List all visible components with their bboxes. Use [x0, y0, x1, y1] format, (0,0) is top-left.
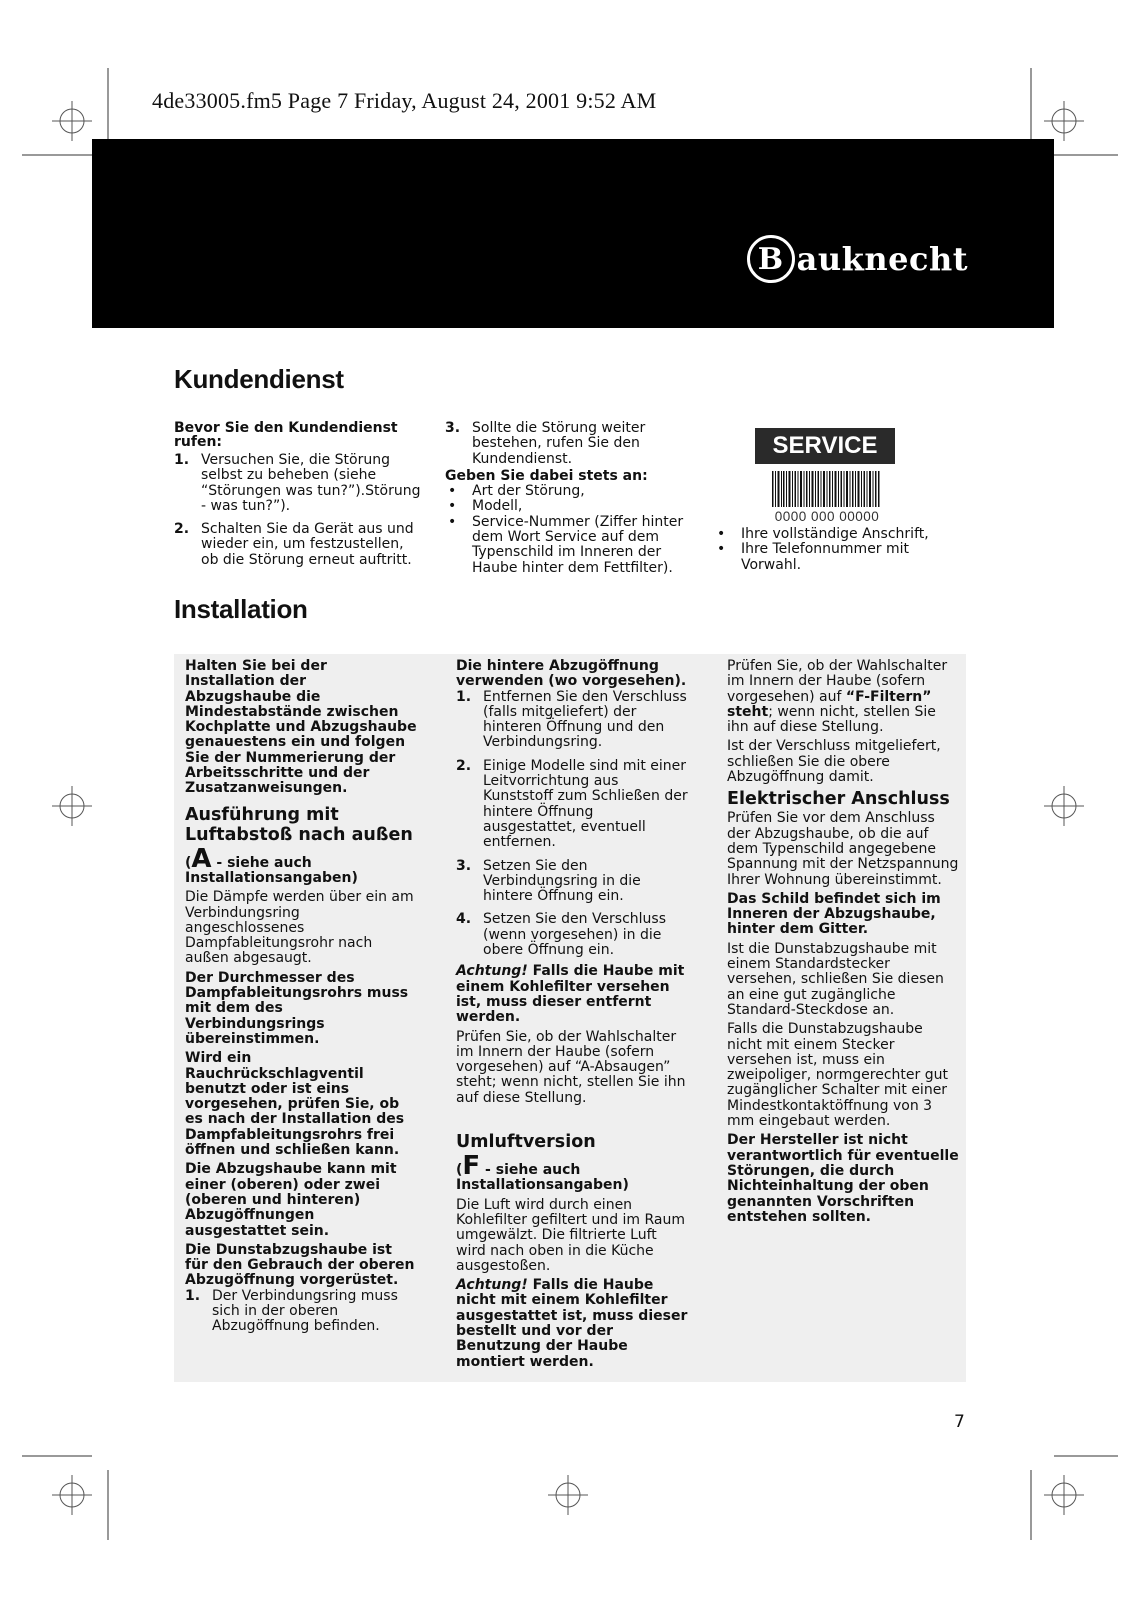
- list-item: 1. Versuchen Sie, die Störung selbst zu beheben (siehe “Störungen was tun?”).Störung - was tun?”).: [174, 452, 421, 514]
- list-item: 2. Einige Modelle sind mit einer Leitvorrichtung aus Kunststoff zum Schließen der hintere Öffnung ausgestattet, eventuell entfernen.: [456, 757, 688, 851]
- kundendienst-title: Kundendienst: [174, 364, 344, 394]
- list-item: 1. Der Verbindungsring muss sich in der oberen Abzugöffnung befinden.: [185, 1287, 398, 1335]
- kd-step-3: [445, 421, 685, 467]
- achtung-note-1: Achtung! Falls die Haube mit einem Kohlefilter versehen ist, muss dieser entfernt werden.: [456, 963, 685, 1026]
- list-item: • Service-Nummer (Ziffer hinter dem Wort Service auf dem Typenschild im Inneren der Haube hinter dem Fettfilter).: [445, 515, 685, 576]
- luft-note-1: Der Durchmesser des Dampfableitungsrohrs muss mit dem des Verbindungsrings übereinstimmen.: [185, 969, 409, 1047]
- list-item: 3. Setzen Sie den Verbindungsring in die hintere Öffnung ein.: [456, 857, 641, 905]
- installation-title: Installation: [174, 594, 308, 624]
- page-number: 7: [954, 1412, 965, 1432]
- elektro-note-1: Das Schild befindet sich im Inneren der Abzugshaube, hinter dem Gitter.: [727, 890, 941, 938]
- bauknecht-logo: [747, 235, 968, 283]
- wahlschalter-text: Prüfen Sie, ob der Wahlschalter im Innern der Haube (sofern vorgesehen) auf “A-Absaugen” steht; wenn nicht, stellen Sie ihn auf diese Stellung.: [456, 1028, 686, 1106]
- elektro-text-1: Prüfen Sie vor dem Anschluss der Abzugshaube, ob die auf dem Typenschild angegebene Spannung mit der Netzspannung Ihrer Wohnung übereinstimmt.: [727, 810, 959, 888]
- luft-note-4: Die Dunstabzugshaube ist für den Gebrauch der oberen Abzugöffnung vorgerüstet.: [185, 1241, 415, 1289]
- kd-info-list: [445, 484, 685, 576]
- list-item: • Art der Störung,: [445, 484, 685, 499]
- list-item: 4. Setzen Sie den Verschluss (wenn vorgesehen) in die obere Öffnung ein.: [456, 911, 667, 959]
- installation-col-1: [185, 659, 417, 1343]
- rear-opening-steps: [456, 690, 688, 959]
- section-heading-luftabstoss: Ausführung mit Luftabstoß nach außen: [185, 804, 413, 845]
- elektro-note-2: Der Hersteller ist nicht verantwortlich für eventuelle Störungen, die durch Nichteinhaltung der oben genannten Vorschriften entstehen sollten.: [727, 1132, 959, 1225]
- print-header: 4de33005.fm5 Page 7 Friday, August 24, 2001 9:52 AM: [152, 88, 657, 113]
- list-item: • Modell,: [445, 499, 685, 514]
- luft-text: Die Dämpfe werden über ein am Verbindungsring angeschlossenes Dampfableitungsrohr nach außen abgesaugt.: [185, 889, 414, 967]
- list-item: 3. Sollte die Störung weiter bestehen, rufen Sie den Kundendienst.: [445, 420, 646, 467]
- logo-initial: B: [747, 235, 795, 283]
- brand-banner: [92, 139, 1054, 328]
- kd-info-lead: Geben Sie dabei stets an:: [445, 467, 648, 484]
- barcode-icon: [772, 471, 880, 507]
- kd-contact-list: [714, 527, 944, 573]
- closure-text: Ist der Verschluss mitgeliefert, schließen Sie die obere Abzugöffnung damit.: [727, 738, 941, 786]
- luft-reference: (A - siehe auch Installationsangaben): [185, 843, 358, 886]
- list-item: 1. Entfernen Sie den Verschluss (falls mitgeliefert) der hinteren Öffnung und den Verbindungsring.: [456, 688, 687, 751]
- service-label: SERVICE: [755, 428, 895, 464]
- installation-col-3: [727, 659, 959, 1229]
- list-item: • Ihre vollständige Anschrift,: [714, 527, 944, 542]
- section-heading-umluft: Umluftversion: [456, 1132, 596, 1153]
- list-item: 2. Schalten Sie da Gerät aus und wieder ein, um festzustellen, ob die Störung erneut auftritt.: [174, 521, 414, 568]
- kd-lead: Bevor Sie den Kundendienst rufen:: [174, 420, 398, 450]
- rear-opening-lead: Die hintere Abzugöffnung verwenden (wo vorgesehen).: [456, 658, 687, 690]
- umluft-text: Die Luft wird durch einen Kohlefilter gefiltert und im Raum umgewälzt. Die filtrierte Luft wird nach oben in die Küche ausgestoßen.: [456, 1196, 686, 1274]
- kd-steps: [174, 453, 424, 568]
- kundendienst-col-3: [714, 527, 944, 577]
- luft-steps: [185, 1289, 417, 1335]
- luft-note-2: Wird ein Rauchrückschlagventil benutzt oder ist eins vorgesehen, prüfen Sie, ob es nach der Installation des Dampfableitungsrohrs frei öffnen und schließen kann.: [185, 1050, 405, 1159]
- filter-switch-text: Prüfen Sie, ob der Wahlschalter im Innern der Haube (sofern vorgesehen) auf “F-Filtern” steht; wenn nicht, stellen Sie ihn auf diese Stellung.: [727, 658, 948, 736]
- section-heading-elektro: Elektrischer Anschluss: [727, 789, 950, 810]
- luft-note-3: Die Abzugshaube kann mit einer (oberen) oder zwei (oberen und hinteren) Abzugöffnungen ausgestattet sein.: [185, 1161, 397, 1239]
- barcode-number: 0000 000 00000: [774, 509, 880, 524]
- installation-col-2: [456, 659, 688, 1374]
- install-intro: Halten Sie bei der Installation der Abzugshaube die Mindestabstände zwischen Kochplatte und Abzugshaube genauestens ein und folgen Sie der Nummerierung der Arbeitsschritte und der Zusatzanweisungen.: [185, 658, 417, 797]
- kundendienst-col-1: [174, 421, 424, 576]
- elektro-text-3: Falls die Dunstabzugshaube nicht mit einem Stecker versehen ist, muss ein zweipoliger, normgerechter gut zugänglicher Schalter mit einer Mindestkontaktöffnung von 3 mm eingebaut werden.: [727, 1021, 948, 1130]
- elektro-text-2: Ist die Dunstabzugshaube mit einem Standardstecker versehen, schließen Sie diesen an eine gut zugängliche Standard-Steckdose an.: [727, 940, 944, 1018]
- kundendienst-col-2: [445, 421, 685, 580]
- achtung-note-2: Achtung! Falls die Haube nicht mit einem Kohlefilter ausgestattet ist, muss dieser bestellt und vor der Benutzung der Haube montiert werden.: [456, 1277, 688, 1370]
- list-item: • Ihre Telefonnummer mit Vorwahl.: [714, 542, 944, 573]
- umluft-reference: (F - siehe auch Installationsangaben): [456, 1151, 629, 1194]
- logo-wordmark: auknecht: [796, 240, 968, 278]
